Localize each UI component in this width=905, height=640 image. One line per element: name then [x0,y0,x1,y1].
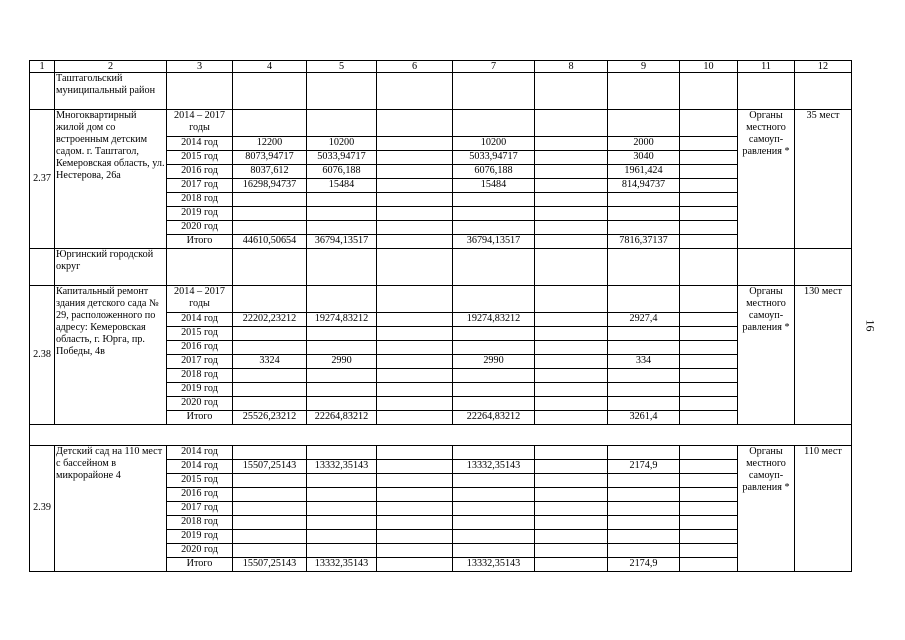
value-total: 8037,612 [233,165,307,179]
year-cell: 2014 год [167,313,233,327]
year-cell: 2020 год [167,544,233,558]
value-col6 [377,474,453,488]
value-col10 [680,355,738,369]
empty-cell [680,249,738,286]
empty-cell [608,73,680,110]
value-total [233,530,307,544]
column-header: 9 [608,61,680,73]
value-total [233,193,307,207]
value-col6 [377,369,453,383]
empty-cell [680,73,738,110]
value-col8 [535,207,608,221]
value-col10 [680,341,738,355]
executor-cell: Органы местного самоуп-равления * [738,110,795,249]
year-cell: 2015 год [167,327,233,341]
column-header: 11 [738,61,795,73]
value-col6 [377,446,453,460]
value-col8 [535,544,608,558]
value-col9: 2174,9 [608,460,680,474]
empty-cell [30,73,55,110]
empty-cell [795,73,852,110]
year-cell: 2018 год [167,516,233,530]
value-col5: 13332,35143 [307,558,377,572]
value-col7: 19274,83212 [453,313,535,327]
value-total [233,369,307,383]
value-col9: 334 [608,355,680,369]
year-cell: 2014 год [167,460,233,474]
value-col10 [680,327,738,341]
year-cell: 2014 – 2017 годы [167,286,233,313]
value-col8 [535,411,608,425]
value-col6 [377,355,453,369]
year-cell: 2017 год [167,179,233,193]
value-col10 [680,165,738,179]
year-cell: 2014 – 2017 годы [167,110,233,137]
value-col5 [307,544,377,558]
year-cell: 2020 год [167,397,233,411]
empty-cell [307,73,377,110]
item-number: 2.39 [30,446,55,572]
value-col8 [535,151,608,165]
empty-cell [738,249,795,286]
year-cell: 2014 год [167,137,233,151]
value-total [233,446,307,460]
value-col8 [535,221,608,235]
value-col7 [453,193,535,207]
value-col7: 2990 [453,355,535,369]
value-col8 [535,235,608,249]
value-col8 [535,179,608,193]
value-col9: 2174,9 [608,558,680,572]
column-header: 1 [30,61,55,73]
value-total [233,207,307,221]
column-header: 5 [307,61,377,73]
value-col5: 10200 [307,137,377,151]
value-col10 [680,179,738,193]
value-col7 [453,341,535,355]
value-total [233,286,307,313]
empty-cell [30,249,55,286]
value-total: 15507,25143 [233,558,307,572]
item-name: Капитальный ремонт здания детского сада № 29, расположенного по адресу: Кемеровская область, г. Юрга, пр. Победы, 4в [55,286,167,425]
value-col5 [307,474,377,488]
value-col6 [377,151,453,165]
value-col8 [535,193,608,207]
value-total [233,502,307,516]
empty-cell [167,73,233,110]
value-col5: 13332,35143 [307,460,377,474]
value-col6 [377,207,453,221]
empty-cell [535,73,608,110]
value-col6 [377,460,453,474]
value-total: 15507,25143 [233,460,307,474]
value-col9 [608,383,680,397]
value-col7 [453,397,535,411]
value-col6 [377,558,453,572]
empty-cell [377,249,453,286]
value-col7: 22264,83212 [453,411,535,425]
table-row [30,446,852,460]
value-col5: 36794,13517 [307,235,377,249]
value-col9 [608,341,680,355]
value-col8 [535,474,608,488]
value-col10 [680,502,738,516]
column-header: 12 [795,61,852,73]
value-total: 3324 [233,355,307,369]
value-total [233,383,307,397]
district-row [30,249,852,286]
spacer-cell [30,425,852,446]
value-col8 [535,530,608,544]
value-col5 [307,110,377,137]
year-cell: Итого [167,558,233,572]
empty-cell [453,249,535,286]
value-col5 [307,369,377,383]
value-col7: 13332,35143 [453,558,535,572]
value-col8 [535,446,608,460]
year-cell: 2020 год [167,221,233,235]
value-total [233,544,307,558]
value-col9 [608,397,680,411]
value-col5: 22264,83212 [307,411,377,425]
year-cell: 2016 год [167,488,233,502]
value-col9: 814,94737 [608,179,680,193]
value-col9 [608,502,680,516]
value-col8 [535,397,608,411]
empty-cell [307,249,377,286]
value-col6 [377,313,453,327]
value-col5 [307,341,377,355]
value-col7 [453,383,535,397]
item-number: 2.37 [30,110,55,249]
capacity-cell: 130 мест [795,286,852,425]
value-col9: 2927,4 [608,313,680,327]
executor-cell: Органы местного самоуп-равления * [738,446,795,572]
year-cell: 2018 год [167,369,233,383]
year-cell: 2016 год [167,165,233,179]
empty-cell [233,73,307,110]
value-col10 [680,488,738,502]
value-col5 [307,516,377,530]
value-col8 [535,137,608,151]
column-header: 8 [535,61,608,73]
value-col6 [377,544,453,558]
value-total [233,397,307,411]
value-col8 [535,327,608,341]
value-col7 [453,207,535,221]
value-col9 [608,544,680,558]
value-col6 [377,137,453,151]
value-col8 [535,110,608,137]
value-col9: 2000 [608,137,680,151]
value-col7 [453,544,535,558]
value-col9 [608,221,680,235]
value-total [233,341,307,355]
year-cell: 2019 год [167,207,233,221]
capacity-cell: 35 мест [795,110,852,249]
value-col5 [307,327,377,341]
value-col10 [680,446,738,460]
year-cell: 2017 год [167,355,233,369]
value-col7 [453,110,535,137]
value-col8 [535,355,608,369]
value-total [233,221,307,235]
table-row [30,110,852,137]
year-cell: 2016 год [167,341,233,355]
year-cell: 2019 год [167,530,233,544]
value-col7 [453,502,535,516]
value-col9 [608,207,680,221]
empty-cell [377,73,453,110]
value-col5 [307,383,377,397]
value-col5 [307,446,377,460]
value-col6 [377,235,453,249]
value-col7: 13332,35143 [453,460,535,474]
value-col9 [608,516,680,530]
value-col6 [377,516,453,530]
value-col8 [535,558,608,572]
value-col10 [680,516,738,530]
value-total: 16298,94737 [233,179,307,193]
value-total: 25526,23212 [233,411,307,425]
value-col5: 2990 [307,355,377,369]
value-col6 [377,165,453,179]
value-col8 [535,488,608,502]
value-col5 [307,397,377,411]
table-row [30,286,852,313]
value-col10 [680,137,738,151]
value-col5: 6076,188 [307,165,377,179]
value-col5: 15484 [307,179,377,193]
value-col9: 3040 [608,151,680,165]
value-col7: 15484 [453,179,535,193]
header-row [30,61,852,73]
value-col6 [377,530,453,544]
column-header: 4 [233,61,307,73]
year-cell: 2019 год [167,383,233,397]
value-col8 [535,341,608,355]
value-col7 [453,221,535,235]
empty-cell [795,249,852,286]
value-total [233,327,307,341]
value-col5 [307,488,377,502]
value-total [233,488,307,502]
value-col9: 1961,424 [608,165,680,179]
value-col6 [377,193,453,207]
value-col10 [680,221,738,235]
value-col5 [307,286,377,313]
year-cell: 2015 год [167,474,233,488]
value-col9 [608,369,680,383]
value-col9 [608,286,680,313]
value-col10 [680,235,738,249]
empty-cell [453,73,535,110]
value-col10 [680,193,738,207]
value-col10 [680,460,738,474]
value-col7 [453,369,535,383]
year-cell: Итого [167,235,233,249]
value-col9 [608,193,680,207]
value-col6 [377,488,453,502]
value-col7 [453,446,535,460]
value-col8 [535,313,608,327]
value-col6 [377,411,453,425]
value-col10 [680,411,738,425]
value-col10 [680,151,738,165]
value-col7 [453,516,535,530]
value-col5: 5033,94717 [307,151,377,165]
value-col10 [680,530,738,544]
value-col6 [377,383,453,397]
value-col6 [377,286,453,313]
value-col6 [377,502,453,516]
value-col8 [535,286,608,313]
district-name: Юргинский городской округ [55,249,167,286]
column-header: 2 [55,61,167,73]
value-total: 12200 [233,137,307,151]
empty-cell [167,249,233,286]
year-cell: 2015 год [167,151,233,165]
value-total [233,516,307,530]
item-name: Детский сад на 110 мест с бассейном в микрорайоне 4 [55,446,167,572]
value-total: 8073,94717 [233,151,307,165]
value-col5 [307,502,377,516]
year-cell: 2014 год [167,446,233,460]
value-total: 22202,23212 [233,313,307,327]
value-col9 [608,488,680,502]
value-col5 [307,193,377,207]
empty-cell [608,249,680,286]
budget-table [29,60,852,572]
value-col7 [453,327,535,341]
value-col8 [535,516,608,530]
district-row [30,73,852,110]
year-cell: 2017 год [167,502,233,516]
district-name: Таштагольский муниципальный район [55,73,167,110]
value-col9 [608,327,680,341]
column-header: 7 [453,61,535,73]
value-total [233,474,307,488]
value-col8 [535,460,608,474]
empty-cell [535,249,608,286]
value-col9 [608,110,680,137]
item-name: Многоквартирный жилой дом со встроенным детским садом. г. Таштагол, Кемеровская область, ул. Нестерова, 26а [55,110,167,249]
value-col10 [680,286,738,313]
value-col8 [535,383,608,397]
value-col10 [680,369,738,383]
value-col9 [608,530,680,544]
value-col10 [680,313,738,327]
value-col7 [453,474,535,488]
column-header: 10 [680,61,738,73]
value-col7: 6076,188 [453,165,535,179]
value-total [233,110,307,137]
item-number: 2.38 [30,286,55,425]
empty-cell [233,249,307,286]
value-col10 [680,558,738,572]
value-col7 [453,488,535,502]
year-cell: 2018 год [167,193,233,207]
value-col6 [377,179,453,193]
value-col9: 3261,4 [608,411,680,425]
value-col9 [608,446,680,460]
value-col6 [377,110,453,137]
value-col7 [453,286,535,313]
value-col9 [608,474,680,488]
value-col8 [535,369,608,383]
value-col10 [680,207,738,221]
value-col5: 19274,83212 [307,313,377,327]
value-col10 [680,474,738,488]
value-col6 [377,221,453,235]
value-col8 [535,502,608,516]
value-col7 [453,530,535,544]
value-col8 [535,165,608,179]
value-col5 [307,207,377,221]
value-col7: 5033,94717 [453,151,535,165]
column-header: 6 [377,61,453,73]
value-col10 [680,397,738,411]
value-col10 [680,383,738,397]
value-total: 44610,50654 [233,235,307,249]
column-header: 3 [167,61,233,73]
year-cell: Итого [167,411,233,425]
value-col6 [377,397,453,411]
value-col10 [680,544,738,558]
value-col7: 36794,13517 [453,235,535,249]
executor-cell: Органы местного самоуп-равления * [738,286,795,425]
value-col10 [680,110,738,137]
page-number: 16 [863,319,878,332]
spacer-row [30,425,852,446]
value-col5 [307,221,377,235]
value-col5 [307,530,377,544]
value-col9: 7816,37137 [608,235,680,249]
empty-cell [738,73,795,110]
value-col6 [377,341,453,355]
value-col7: 10200 [453,137,535,151]
capacity-cell: 110 мест [795,446,852,572]
value-col6 [377,327,453,341]
